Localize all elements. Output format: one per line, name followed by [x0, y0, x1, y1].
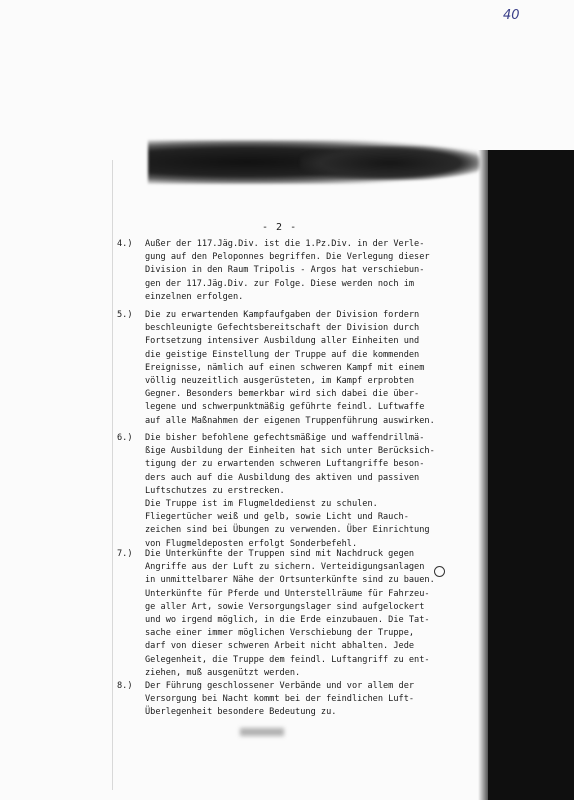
page-number: - 2 -	[262, 222, 298, 233]
paragraph-number: 7.)	[117, 549, 133, 559]
handwritten-page-mark: 40	[503, 8, 520, 23]
paragraph-text: Die bisher befohlene gefechtsmäßige und waffendrillmä- ßige Ausbildung der Einheiten hat sich unter Berücksich- tigung der zu erwartenden schweren Luftangriffe beson- ders auch auf die Ausbildung des aktiven und passiven Luftschutzes zu erstrecken. Die Truppe ist im Flugmeldedienst zu schulen. Fliegertücher weiß und gelb, sowie Licht und Rauch- zeichen sind bei Übungen zu verwenden. Über Einrichtung von Flugmeldeposten erfolgt Sonderbefehl.	[145, 433, 435, 549]
paragraph-number: 5.)	[117, 310, 133, 320]
ink-blot-core	[300, 146, 480, 180]
paragraph-text: Der Führung geschlossener Verbände und vor allem der Versorgung bei Nacht kommt bei der feindlichen Luft- Überlegenheit besondere Bedeutung zu.	[145, 681, 415, 718]
page-edge	[112, 160, 113, 790]
ink-smudge	[240, 728, 284, 736]
paragraph-number: 6.)	[117, 433, 133, 443]
paragraph-text: Die zu erwartenden Kampfaufgaben der Division fordern beschleunigte Gefechtsbereitschaft der Division durch Fortsetzung intensiver Ausbildung aller Einheiten und die geistige Einstellung der Truppe auf die kommenden Ereignisse, nämlich auf einen schweren Kampf mit einem völlig neuzeitlich ausgerüsteten, im Kampf erprobten Gegner. Besonders bemerkbar wird sich dabei die über- legene und schwerpunktmäßig geführte feindl. Luftwaffe auf alle Maßnahmen der eigenen Truppenführung auswirken.	[145, 310, 435, 426]
paragraph-text: Außer der 117.Jäg.Div. ist die 1.Pz.Div. in der Verle- gung auf den Peloponnes begriffen. Die Verlegung dieser Division in den Raum Tripolis - Argos hat verschiebun- gen der 117.Jäg.Div. zur Folge. Diese werden noch im einzelnen erfolgen.	[145, 239, 430, 302]
paragraph-number: 4.)	[117, 239, 133, 249]
scan-shadow-edge	[488, 150, 574, 800]
paragraph-text: Die Unterkünfte der Truppen sind mit Nachdruck gegen Angriffe aus der Luft zu sichern. Verteidigungsanlagen in unmittelbarer Nähe der Ortsunterkünfte sind zu bauen. Unterkünfte für Pferde und Unterstellräume für Fahrzeu- ge aller Art, sowie Versorgungslager sind aufgelockert und wo irgend möglich, in die Erde einzubauen. Die Tat- sache einer immer möglichen Verschiebung der Truppe, darf von dieser schweren Arbeit nicht abhalten. Jede Gelegenheit, die Truppe dem feindl. Luftangriff zu ent- ziehen, muß ausgenützt werden.	[145, 549, 435, 678]
punch-hole	[434, 566, 445, 577]
paragraph-number: 8.)	[117, 681, 133, 691]
